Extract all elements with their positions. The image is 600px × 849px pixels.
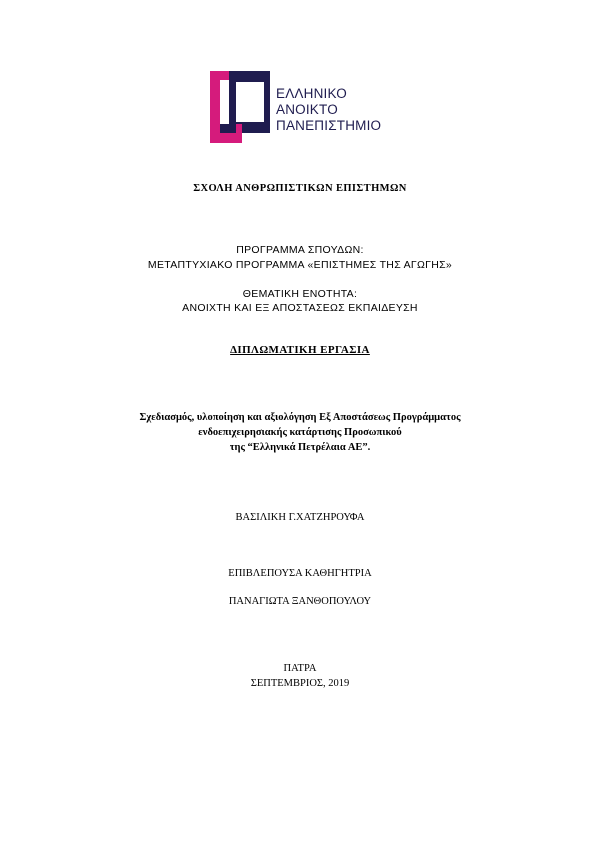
program-name: ΜΕΤΑΠΤΥΧΙΑΚΟ ΠΡΟΓΡΑΜΜΑ «ΕΠΙΣΤΗΜΕΣ ΤΗΣ ΑΓΩΓΗΣ»: [147, 259, 453, 271]
unit-name: ΑΝΟΙΧΤΗ ΚΑΙ ΕΞ ΑΠΟΣΤΑΣΕΩΣ ΕΚΠΑΙΔΕΥΣΗ: [182, 302, 418, 314]
logo-text-line3: ΠΑΝΕΠΙΣΤΗΜΙΟ: [276, 118, 382, 133]
supervisor-name: ΠΑΝΑΓΙΩΤΑ ΞΑΝΘΟΠΟΥΛΟΥ: [228, 596, 372, 607]
school-name: ΣΧΟΛΗ ΑΝΘΡΩΠΙΣΤΙΚΩΝ ΕΠΙΣΤΗΜΩΝ: [193, 183, 407, 194]
unit-heading: ΘΕΜΑΤΙΚΗ ΕΝΟΤΗΤΑ:: [242, 288, 358, 300]
thesis-type: ΔΙΠΛΩΜΑΤΙΚΗ ΕΡΓΑΣΙΑ: [230, 344, 370, 356]
thesis-title-line1: Σχεδιασμός, υλοποίηση και αξιολόγηση Εξ Αποστάσεως Προγράμματος: [139, 412, 461, 423]
logo-text-line1: ΕΛΛΗΝΙΚΟ: [276, 86, 347, 101]
logo-text-line2: ΑΝΟΙΚΤΟ: [276, 102, 338, 117]
author-name: ΒΑΣΙΛΙΚΗ Γ.ΧΑΤΖΗΡΟΥΦΑ: [235, 512, 365, 523]
thesis-title-line2: ενδοεπιχειρησιακής κατάρτισης Προσωπικού: [198, 427, 402, 438]
city: ΠΑΤΡΑ: [283, 663, 317, 674]
thesis-title-line3: της “Ελληνικά Πετρέλαια ΑΕ”.: [229, 442, 371, 453]
supervisor-label: ΕΠΙΒΛΕΠΟΥΣΑ ΚΑΘΗΓΗΤΡΙΑ: [228, 568, 372, 579]
date: ΣΕΠΤΕΜΒΡΙΟΣ, 2019: [250, 678, 350, 689]
program-heading: ΠΡΟΓΡΑΜΜΑ ΣΠΟΥΔΩΝ:: [236, 244, 364, 256]
